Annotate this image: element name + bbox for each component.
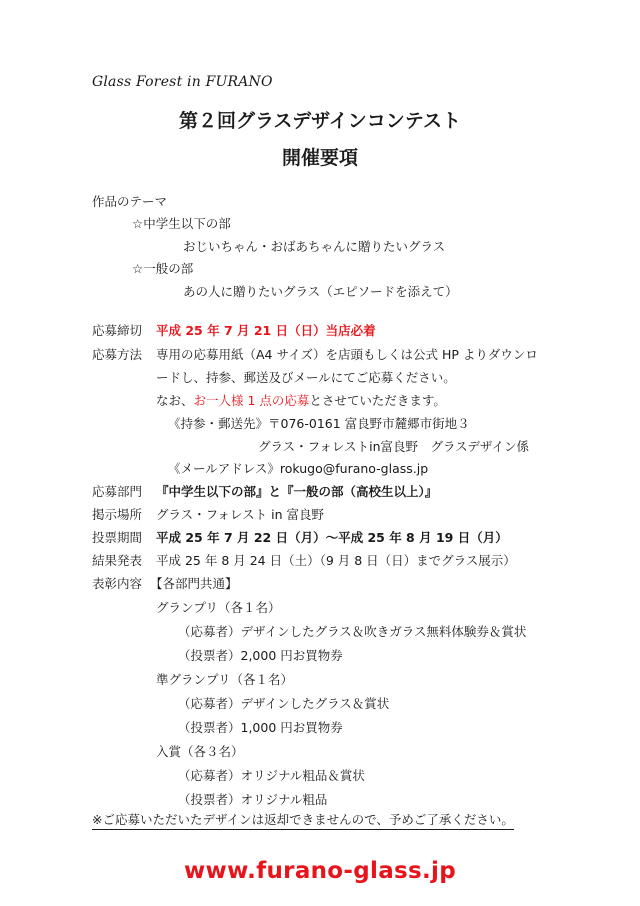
prize-applicant: （応募者）オリジナル粗品＆賞状 [178,768,365,783]
theme-general-text: あの人に贈りたいグラス（エピソードを添えて） [183,284,458,299]
category-value: 『中学生以下の部』と『一般の部（高校生以上）』 [156,484,438,499]
grand-prix-applicant: （応募者）デザインしたグラス＆吹きガラス無料体験券＆賞状 [178,624,527,639]
return-notice: ※ご応募いただいたデザインは返却できませんので、予めご了承ください。 [92,810,514,830]
theme-junior-label: ☆中学生以下の部 [132,216,231,231]
method-line-3-pre: なお、 [156,393,194,408]
grand-prix-voter: （投票者）2,000 円お買物券 [178,648,343,663]
category-label: 応募部門 [92,484,143,499]
voting-value: 平成 25 年 7 月 22 日（月）～平成 25 年 8 月 19 日（月） [156,530,508,545]
deadline-value: 平成 25 年 7 月 21 日（日）当店必着 [156,323,376,338]
brand-name: Glass Forest in FURANO [92,74,273,90]
prize-voter: （投票者）オリジナル粗品 [178,792,328,807]
theme-general-label: ☆一般の部 [132,261,194,276]
venue-value: グラス・フォレスト in 富良野 [156,507,324,522]
page-subtitle: 開催要項 [281,147,358,169]
method-label: 応募方法 [92,347,143,362]
page-title: 第２回グラスデザインコンテスト [179,110,461,132]
method-line-2: ードし、持参、郵送及びメールにてご応募ください。 [156,370,456,385]
mail-address-line: 《持参・郵送先》〒076-0161 富良野市麓郷市街地３ [168,416,470,431]
junior-grand-prix-voter: （投票者）1,000 円お買物券 [178,720,343,735]
results-value: 平成 25 年 8 月 24 日（土）（9 月 8 日（日）までグラス展示） [156,553,516,568]
junior-grand-prix-applicant: （応募者）デザインしたグラス＆賞状 [178,696,390,711]
one-entry-per-person: お一人様 1 点の応募 [193,393,310,408]
theme-heading: 作品のテーマ [92,194,168,209]
deadline-label: 応募締切 [92,323,143,338]
prize-title: 入賞（各３名） [156,744,244,759]
results-label: 結果発表 [92,553,143,568]
voting-label: 投票期間 [92,530,143,545]
website-link[interactable]: www.furano-glass.jp [183,858,456,884]
junior-grand-prix-title: 準グランプリ（各１名） [156,672,294,687]
method-line-1: 専用の応募用紙（A4 サイズ）を店頭もしくは公式 HP よりダウンロ [156,347,538,362]
theme-junior-text: おじいちゃん・おばあちゃんに贈りたいグラス [183,239,446,254]
venue-label: 掲示場所 [92,507,143,522]
grand-prix-title: グランプリ（各１名） [156,600,281,615]
awards-common: 【各部門共通】 [150,576,238,591]
email-line: 《メールアドレス》rokugo@furano-glass.jp [168,461,429,476]
method-line-3 [156,391,446,409]
awards-label: 表彰内容 [92,576,143,591]
method-line-3-post: とさせていただきます。 [309,393,446,408]
mail-recipient-line: グラス・フォレストin富良野 グラスデザイン係 [258,439,530,454]
